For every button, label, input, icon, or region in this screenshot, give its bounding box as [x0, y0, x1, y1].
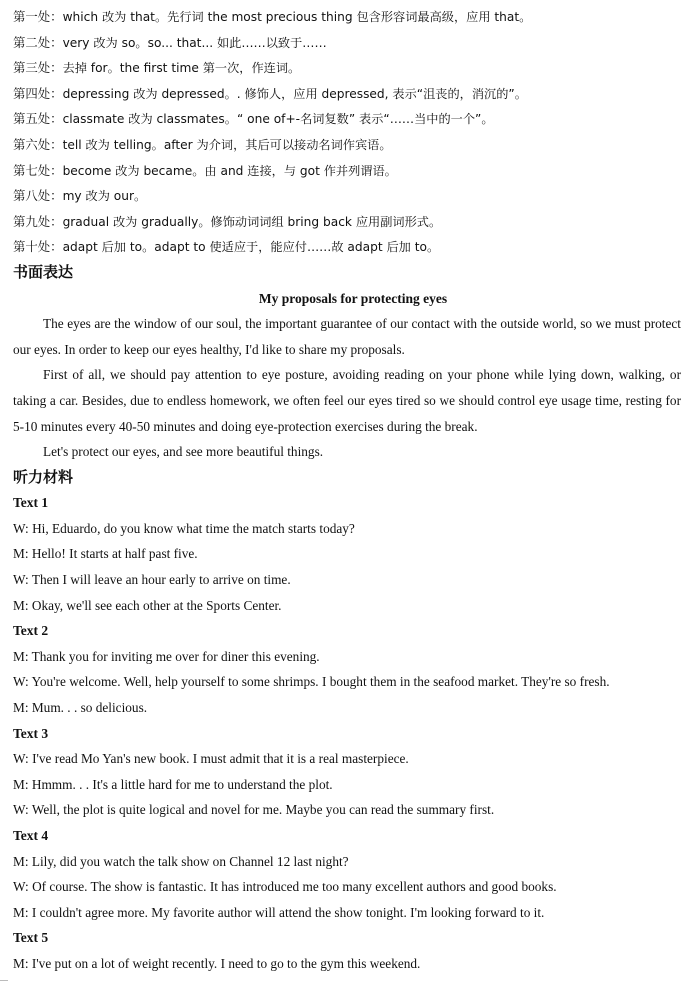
listening-text-2 [13, 618, 681, 720]
correction-item [13, 234, 681, 260]
dialogue-line: M: Hmmm. . . It's a little hard for me to understand the plot. [13, 776, 333, 792]
correction-label: 第九处： [13, 213, 63, 229]
correction-label: 第三处： [13, 60, 63, 76]
dialogue-line: W: Of course. The show is fantastic. It has introduced me too many excellent authors and good books. [13, 879, 557, 895]
essay-paragraph: Let's protect our eyes, and see more beautiful things. [43, 444, 324, 460]
dialogue-line: M: Hello! It starts at half past five. [13, 546, 198, 562]
text-title: Text 5 [13, 930, 49, 946]
margin-mark [0, 980, 8, 981]
correction-text: gradual 改为 gradually。修饰动词词组 bring back 应用副词形式。 [62, 214, 442, 229]
correction-text: depressing 改为 depressed。. 修饰人，应用 depressed, 表示“沮丧的，消沉的”。 [62, 86, 527, 101]
correction-item [13, 209, 681, 235]
essay-paragraph: The eyes are the window of our soul, the important guarantee of our contact with the outside world, so we must protect our eyes. In order to keep our eyes healthy, I'd like to share my proposals. [13, 316, 681, 357]
correction-label: 第一处： [13, 9, 63, 24]
essay-title: My proposals for protecting eyes [258, 290, 448, 306]
dialogue-line: W: Then I will leave an hour early to arrive on time. [13, 572, 291, 588]
correction-text: tell 改为 telling。after 为介词，其后可以接动名词作宾语。 [62, 137, 392, 152]
dialogue-line: M: I couldn't agree more. My favorite author will attend the show tonight. I'm looking forward to it. [13, 904, 545, 920]
dialogue-line: M: Lily, did you watch the talk show on Channel 12 last night? [13, 853, 349, 869]
correction-item [13, 183, 681, 209]
listening-text-3 [13, 721, 681, 823]
dialogue-line: M: Thank you for inviting me over for diner this evening. [13, 648, 320, 664]
correction-item [13, 132, 681, 158]
text-title: Text 1 [13, 495, 49, 511]
text-title: Text 3 [13, 725, 49, 741]
listening-text-5 [13, 925, 681, 976]
listening-text-4 [13, 823, 681, 925]
correction-label: 第四处： [13, 85, 63, 101]
corrections-list [13, 4, 681, 260]
dialogue-line: W: I've read Mo Yan's new book. I must admit that it is a real masterpiece. [13, 751, 409, 767]
correction-item [13, 158, 681, 184]
correction-text: which 改为 that。先行词 the most precious thing 包含形容词最高级，应用 that。 [62, 10, 532, 24]
correction-text: adapt 后加 to。adapt to 使适应于，能应付……故 adapt 后加 to。 [62, 240, 440, 255]
dialogue-line: M: I've put on a lot of weight recently. I need to go to the gym this weekend. [13, 955, 421, 971]
correction-item [13, 55, 681, 81]
correction-label: 第七处： [13, 162, 63, 178]
essay-paragraph: First of all, we should pay attention to eye posture, avoiding reading on your phone while lying down, walking, or taking a car. Besides, due to endless homework, we often feel our eyes tired so we should control eye usage time, resting for 5-10 minutes every 40-50 minutes and doing eye-protection exercises during the break. [13, 367, 681, 434]
correction-text: become 改为 became。由 and 连接，与 got 作并列谓语。 [62, 163, 397, 178]
correction-text: 去掉 for。the first time 第一次，作连词。 [62, 61, 301, 76]
correction-item [13, 30, 681, 56]
correction-item [13, 106, 681, 132]
correction-label: 第二处： [13, 34, 63, 50]
correction-label: 第八处： [13, 188, 63, 204]
listening-heading: 听力材料 [13, 467, 74, 486]
correction-item [13, 81, 681, 107]
dialogue-line: W: Hi, Eduardo, do you know what time the match starts today? [13, 520, 355, 536]
correction-text: my 改为 our。 [62, 189, 147, 204]
writing-heading: 书面表达 [13, 262, 74, 281]
correction-label: 第十处： [13, 239, 63, 255]
dialogue-line: W: Well, the plot is quite logical and novel for me. Maybe you can read the summary first. [13, 802, 495, 818]
dialogue-line: M: Okay, we'll see each other at the Sports Center. [13, 597, 282, 613]
text-title: Text 4 [13, 828, 49, 843]
correction-text: classmate 改为 classmates。“ one of+-名词复数” 表示“……当中的一个”。 [62, 112, 494, 127]
text-title: Text 2 [13, 623, 49, 639]
dialogue-line: M: Mum. . . so delicious. [13, 700, 148, 716]
correction-text: very 改为 so。so... that... 如此……以致于…… [62, 35, 327, 50]
correction-label: 第六处： [13, 136, 63, 152]
dialogue-line: W: You're welcome. Well, help yourself to some shrimps. I bought them in the seafood market. They're so fresh. [13, 674, 610, 690]
correction-label: 第五处： [13, 111, 63, 127]
listening-text-1 [13, 490, 681, 618]
correction-item [13, 4, 681, 30]
